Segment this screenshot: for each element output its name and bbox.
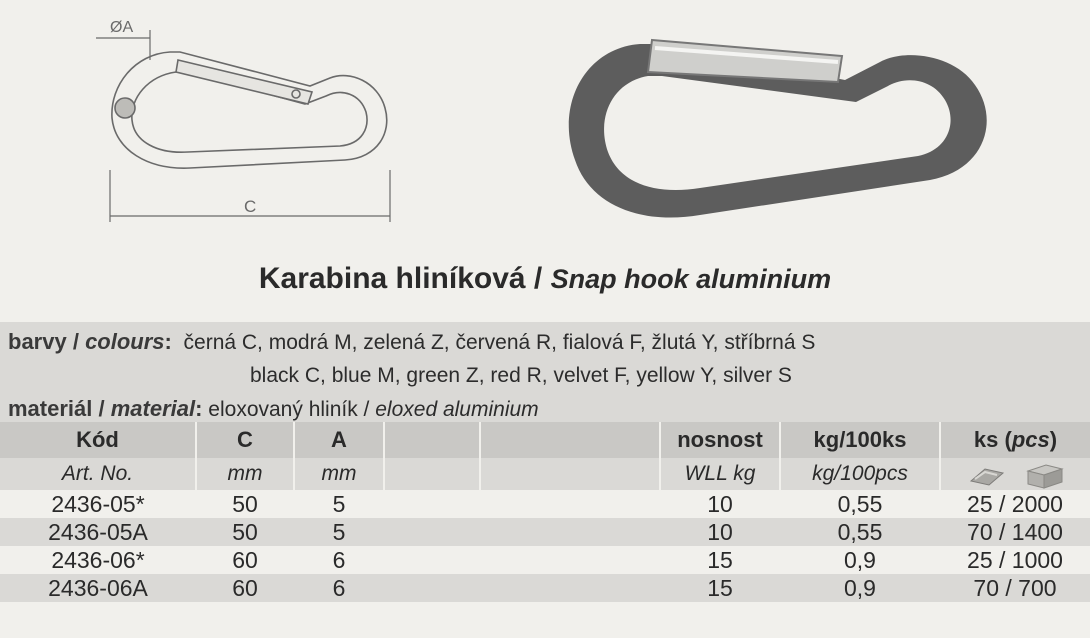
col-weight-header: kg/100ks xyxy=(780,422,940,458)
cell-wll: 15 xyxy=(660,574,780,602)
cell-pcs: 25 / 1000 xyxy=(940,546,1090,574)
col-code-sub: Art. No. xyxy=(0,458,196,490)
cell-c: 60 xyxy=(196,546,294,574)
dim-length-label: C xyxy=(244,197,257,216)
col-pcs-icons xyxy=(940,458,1090,490)
cell-pcs: 70 / 1400 xyxy=(940,518,1090,546)
technical-drawing xyxy=(96,19,390,222)
cell-code: 2436-05* xyxy=(0,490,196,518)
cell-code: 2436-05A xyxy=(0,518,196,546)
col-wll-sub: WLL kg xyxy=(660,458,780,490)
cell-weight: 0,55 xyxy=(780,518,940,546)
cell-a: 5 xyxy=(294,490,384,518)
material-value-en: eloxed aluminium xyxy=(375,398,539,421)
col-code-header: Kód xyxy=(0,422,196,458)
cell-c: 50 xyxy=(196,490,294,518)
col-a-sub: mm xyxy=(294,458,384,490)
product-title xyxy=(0,262,1090,296)
small-pack-icon xyxy=(967,458,1007,490)
empty-header-2 xyxy=(480,422,660,458)
cell-weight: 0,9 xyxy=(780,574,940,602)
cell-c: 60 xyxy=(196,574,294,602)
cell-wll: 15 xyxy=(660,546,780,574)
dim-diameter-label: ØA xyxy=(110,19,134,36)
snap-hook-photo xyxy=(569,40,987,218)
box-icon xyxy=(1024,458,1064,490)
product-illustrations xyxy=(0,0,1090,260)
colours-values-cz: černá C, modrá M, zelená Z, červená R, fialová F, žlutá Y, stříbrná S xyxy=(183,331,816,354)
cell-a: 6 xyxy=(294,546,384,574)
cell-code: 2436-06A xyxy=(0,574,196,602)
colours-values-en: black C, blue M, green Z, red R, velvet F, yellow Y, silver S xyxy=(250,364,792,387)
cell-pcs: 25 / 2000 xyxy=(940,490,1090,518)
colours-line xyxy=(8,329,815,355)
spec-table xyxy=(0,422,1090,602)
table-row xyxy=(0,546,1090,574)
col-a-header: A xyxy=(294,422,384,458)
col-c-header: C xyxy=(196,422,294,458)
table-row xyxy=(0,518,1090,546)
cell-pcs: 70 / 700 xyxy=(940,574,1090,602)
table-row xyxy=(0,574,1090,602)
title-en: Snap hook aluminium xyxy=(550,264,832,294)
title-cz: Karabina hliníková / xyxy=(258,262,543,295)
empty-sub-1 xyxy=(384,458,480,490)
cell-wll: 10 xyxy=(660,490,780,518)
material-value-cz: eloxovaný hliník / xyxy=(208,398,370,421)
col-wll-header: nosnost xyxy=(660,422,780,458)
col-pcs-header: ks (pcs) xyxy=(940,422,1090,458)
cell-a: 6 xyxy=(294,574,384,602)
cell-code: 2436-06* xyxy=(0,546,196,574)
cell-wll: 10 xyxy=(660,518,780,546)
col-c-sub: mm xyxy=(196,458,294,490)
material-label: materiál / material: xyxy=(8,396,203,421)
cell-weight: 0,9 xyxy=(780,546,940,574)
cell-a: 5 xyxy=(294,518,384,546)
material-line xyxy=(8,396,539,422)
header-row xyxy=(0,422,1090,458)
cell-c: 50 xyxy=(196,518,294,546)
col-weight-sub: kg/100pcs xyxy=(780,458,940,490)
subheader-row xyxy=(0,458,1090,490)
cell-weight: 0,55 xyxy=(780,490,940,518)
empty-header-1 xyxy=(384,422,480,458)
table-row xyxy=(0,490,1090,518)
colours-label: barvy / colours: xyxy=(8,329,172,354)
empty-sub-2 xyxy=(480,458,660,490)
